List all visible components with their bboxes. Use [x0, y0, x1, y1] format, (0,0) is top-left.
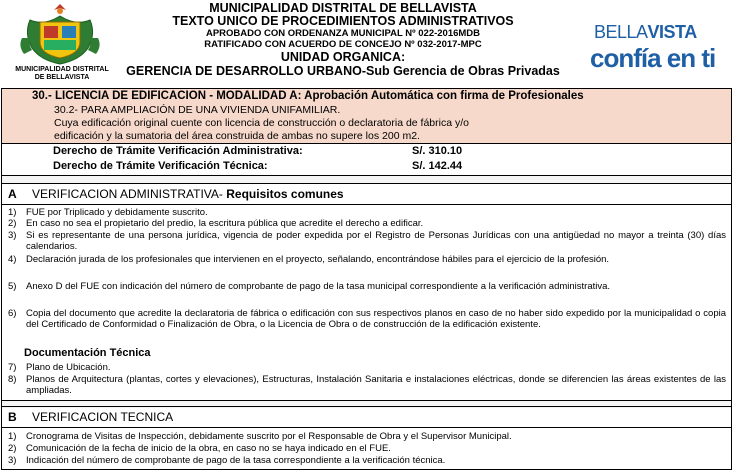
tupa-title: TEXTO UNICO DE PROCEDIMIENTOS ADMINISTRATIVOS — [172, 14, 514, 28]
document-header — [0, 0, 734, 88]
item-number: 4) — [8, 254, 17, 265]
licencia-condition-1: Cuya edificación original cuente con licencia de construcción o declaratoria de fábrica y/o — [54, 117, 469, 129]
item-number: 2) — [8, 218, 17, 229]
licencia-condition-2: edificación y la sumatoria del área construida de ambas no supere los 200 m2. — [54, 130, 420, 142]
section-title — [32, 187, 344, 201]
item-number: 1) — [8, 207, 17, 218]
unit-name: GERENCIA DE DESARROLLO URBANO-Sub Gerencia de Obras Privadas — [126, 64, 560, 78]
agreement-line: RATIFICADO CON ACUERDO DE CONCEJO Nº 032-2017-MPC — [204, 39, 482, 50]
item-number: 3) — [8, 455, 17, 466]
brand-wordmark — [594, 22, 697, 43]
item-text: Plano de Ubicación. — [26, 362, 111, 373]
licencia-subtitle: 30.2- PARA AMPLIACIÓN DE UNA VIVIENDA UNIFAMILIAR. — [54, 104, 341, 116]
item-number: 6) — [8, 308, 17, 319]
item-number: 3) — [8, 230, 17, 241]
procedure-box — [1, 88, 732, 470]
header-titles — [108, 2, 578, 78]
section-title: VERIFICACION TECNICA — [32, 410, 174, 424]
fee-label: Derecho de Trámite Verificación Administrativa: — [53, 145, 303, 157]
crest-label — [12, 66, 112, 82]
item-text: Planos de Arquitectura (plantas, cortes y elevaciones), Estructuras, Instalación Sanitaria e instalaciones eléctricas, donde se diferencien las áreas existentes de las ampliadas. — [26, 374, 726, 396]
section-title-main: VERIFICACION ADMINISTRATIVA- — [32, 187, 223, 201]
fee-row-administrative — [2, 145, 731, 159]
item-text: Copia del documento que acredite la declaratoria de fábrica o edificación con sus respectivos planos en caso de no haber sido expedido por la municipalidad o copia del Certificado de Conformidad o Finalización de Obra, o la Licencia de Obra o de construcción de la edificación existente. — [26, 308, 726, 330]
brand-word-2: VISTA — [647, 22, 697, 42]
item-text: Cronograma de Visitas de Inspección, debidamente suscrito por el Responsable de Obra y el Supervisor Municipal. — [26, 431, 512, 442]
item-number: 1) — [8, 431, 17, 442]
section-b-header — [2, 406, 731, 428]
crest-label-line-2: DE BELLAVISTA — [34, 74, 90, 81]
item-number: 8) — [8, 374, 17, 385]
fee-amount: S/. 310.10 — [412, 145, 463, 157]
item-number: 5) — [8, 281, 17, 292]
fee-row-technical — [2, 160, 731, 174]
fee-amount: S/. 142.44 — [412, 160, 463, 172]
item-text: Declaración jurada de los profesionales que intervienen en el proyecto, señalando, encontrándose hábiles para el ejercicio de la profesión. — [26, 254, 610, 265]
section-letter: B — [8, 410, 17, 424]
item-text: Comunicación de la fecha de inicio de la obra, en caso no se haya indicado en el FUE. — [26, 443, 391, 454]
item-number: 2) — [8, 443, 17, 454]
bellavista-brand-logo — [588, 6, 734, 76]
licencia-block — [2, 89, 731, 144]
licencia-title: 30.- LICENCIA DE EDIFICACION - MODALIDAD A: Aprobación Automática con firma de Profesionales — [32, 90, 584, 102]
ordinance-line: APROBADO CON ORDENANZA MUNICIPAL Nº 022-2016MDB — [205, 28, 481, 39]
item-text: Anexo D del FUE con indicación del número de comprobante de pago de la tasa municipal correspondiente a la verificación administrativa. — [26, 281, 611, 292]
technical-docs-subhead: Documentación Técnica — [24, 347, 151, 359]
item-number: 7) — [8, 362, 17, 373]
unit-label: UNIDAD ORGANICA: — [280, 50, 406, 64]
section-title-sub: Requisitos comunes — [222, 187, 344, 201]
municipal-crest — [15, 2, 109, 88]
crest-label-line-1: MUNICIPALIDAD DISTRITAL — [15, 66, 109, 73]
item-text: En caso no sea el propietario del predio, la escritura pública que acredite el derecho a edificar. — [26, 218, 424, 229]
section-letter: A — [8, 187, 17, 201]
item-text: FUE por Triplicado y debidamente suscrito. — [26, 207, 208, 218]
brand-tagline: confía en ti — [590, 43, 716, 73]
separator-bar — [2, 175, 731, 183]
section-a-header — [2, 183, 731, 205]
item-text: Indicación del número de comprobante de pago de la tasa correspondiente a la verificación técnica. — [26, 455, 446, 466]
municipality-title: MUNICIPALIDAD DISTRITAL DE BELLAVISTA — [209, 1, 477, 15]
crest-emblem-icon — [16, 2, 104, 66]
brand-word-1: BELLA — [594, 22, 648, 42]
fee-label: Derecho de Trámite Verificación Técnica: — [53, 160, 268, 172]
item-text: Si es representante de una persona jurídica, vigencia de poder expedida por el Registro de Personas Jurídicas con una antigüedad no mayor a treinta (30) días calendarios. — [26, 230, 726, 252]
